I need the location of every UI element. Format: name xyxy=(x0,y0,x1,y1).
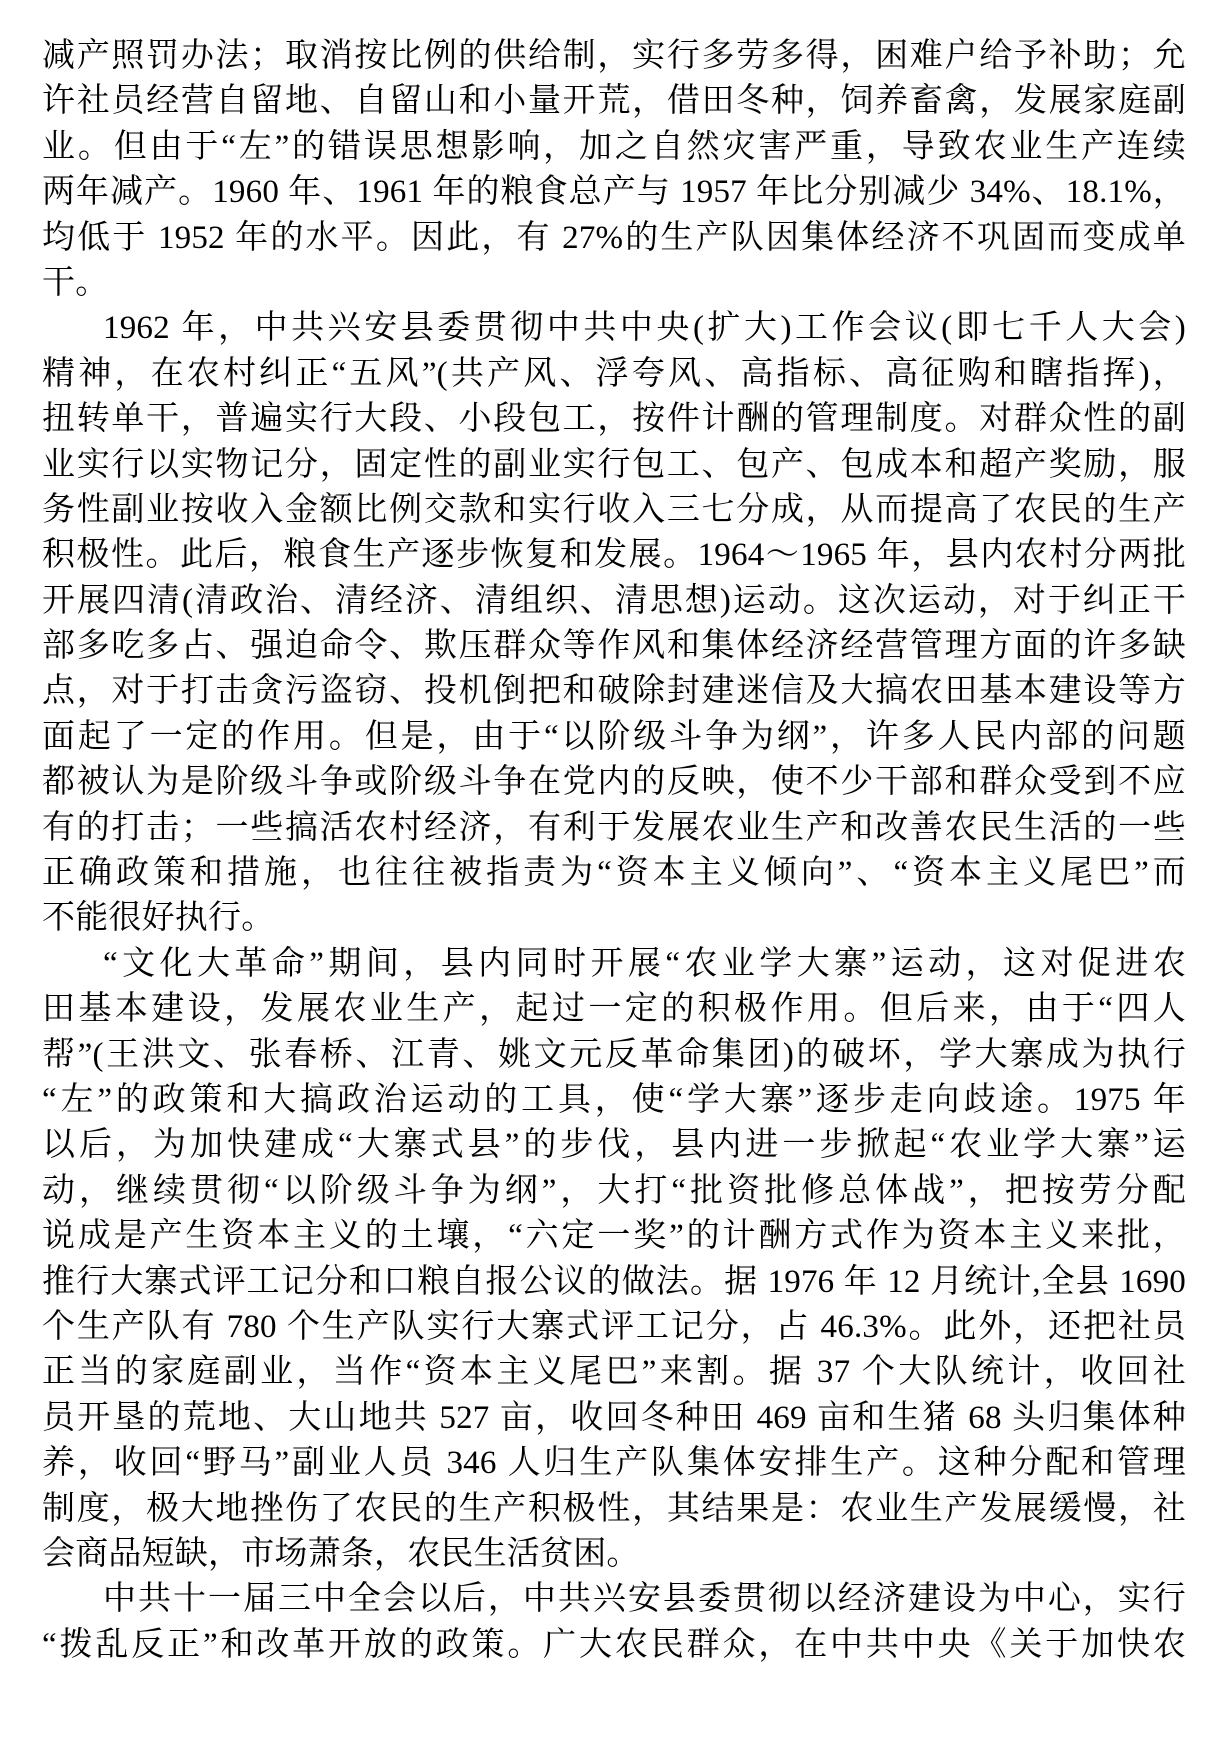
text-line: 干。 xyxy=(42,264,109,301)
text-line: 帮”(王洪文、张春桥、江青、姚文元反革命集团)的破坏，学大寨成为执行 xyxy=(42,1036,1186,1073)
text-line: 均低于 1952 年的水平。因此，有 27%的生产队因集体经济不巩固而变成单 xyxy=(42,219,1186,256)
text-line: 两年减产。1960 年、1961 年的粮食总产与 1957 年比分别减少 34%、18.1%， xyxy=(42,174,1186,211)
text-line: 制度，极大地挫伤了农民的生产积极性，其结果是：农业生产发展缓慢，社 xyxy=(42,1490,1186,1527)
text-line: 减产照罚办法；取消按比例的供给制，实行多劳多得，困难户给予补助；允 xyxy=(42,38,1186,74)
text-line: 部多吃多占、强迫命令、欺压群众等作风和集体经济经营管理方面的许多缺 xyxy=(42,628,1186,665)
text-line: 积极性。此后，粮食生产逐步恢复和发展。1964～1965 年，县内农村分两批 xyxy=(42,537,1186,574)
text-line: 说成是产生资本主义的土壤，“六定一奖”的计酬方式作为资本主义来批， xyxy=(42,1218,1186,1255)
text-line: 许社员经营自留地、自留山和小量开荒，借田冬种，饲养畜禽，发展家庭副 xyxy=(42,83,1186,120)
text-line: 正当的家庭副业，当作“资本主义尾巴”来割。据 37 个大队统计，收回社 xyxy=(42,1354,1186,1391)
text-line: 点，对于打击贪污盗窃、投机倒把和破除封建迷信及大搞农田基本建设等方 xyxy=(42,673,1186,710)
text-line: 员开垦的荒地、大山地共 527 亩，收回冬种田 469 亩和生猪 68 头归集体种 xyxy=(42,1399,1186,1436)
text-line: 不能很好执行。 xyxy=(42,900,275,937)
paragraph xyxy=(42,942,1186,1577)
text-line: 1962 年，中共兴安县委贯彻中共中央(扩大)工作会议(即七千人大会) xyxy=(103,310,1186,347)
paragraph xyxy=(42,1577,1186,1668)
text-line: 会商品短缺，市场萧条，农民生活贫困。 xyxy=(42,1535,640,1572)
text-line: 正确政策和措施，也往往被指责为“资本主义倾向”、“资本主义尾巴”而 xyxy=(42,855,1186,892)
text-line: 都被认为是阶级斗争或阶级斗争在党内的反映，使不少干部和群众受到不应 xyxy=(42,764,1186,801)
paragraph xyxy=(42,34,1186,306)
text-line: 精神，在农村纠正“五风”(共产风、浮夸风、高指标、高征购和瞎指挥)， xyxy=(42,355,1186,392)
text-line: 中共十一届三中全会以后，中共兴安县委贯彻以经济建设为中心，实行 xyxy=(103,1581,1186,1618)
text-line: 扭转单干，普遍实行大段、小段包工，按件计酬的管理制度。对群众性的副 xyxy=(42,401,1186,438)
text-line: “左”的政策和大搞政治运动的工具，使“学大寨”逐步走向歧途。1975 年 xyxy=(42,1081,1186,1118)
paragraph xyxy=(42,306,1186,941)
text-line: 有的打击；一些搞活农村经济，有利于发展农业生产和改善农民生活的一些 xyxy=(42,809,1186,846)
text-line: 个生产队有 780 个生产队实行大寨式评工记分，占 46.3%。此外，还把社员 xyxy=(42,1308,1186,1345)
text-line: 推行大寨式评工记分和口粮自报公议的做法。据 1976 年 12 月统计,全县 1690 xyxy=(42,1263,1186,1300)
text-line: 动，继续贯彻“以阶级斗争为纲”，大打“批资批修总体战”，把按劳分配 xyxy=(42,1172,1186,1209)
text-line: “拨乱反正”和改革开放的政策。广大农民群众，在中共中央《关于加快农 xyxy=(42,1626,1186,1663)
text-line: 业。但由于“左”的错误思想影响，加之自然灾害严重，导致农业生产连续 xyxy=(42,128,1186,165)
text-line: 务性副业按收入金额比例交款和实行收入三七分成，从而提高了农民的生产 xyxy=(42,491,1186,528)
text-line: 业实行以实物记分，固定性的副业实行包工、包产、包成本和超产奖励，服 xyxy=(42,446,1186,483)
text-line: 田基本建设，发展农业生产，起过一定的积极作用。但后来，由于“四人 xyxy=(42,991,1186,1028)
text-line: “文化大革命”期间，县内同时开展“农业学大寨”运动，这对促进农 xyxy=(103,945,1186,982)
text-line: 以后，为加快建成“大寨式县”的步伐，县内进一步掀起“农业学大寨”运 xyxy=(42,1127,1186,1164)
text-line: 开展四清(清政治、清经济、清组织、清思想)运动。这次运动，对于纠正干 xyxy=(42,582,1186,619)
text-line: 养，收回“野马”副业人员 346 人归生产队集体安排生产。这种分配和管理 xyxy=(42,1445,1186,1482)
text-line: 面起了一定的作用。但是，由于“以阶级斗争为纲”，许多人民内部的问题 xyxy=(42,718,1186,755)
